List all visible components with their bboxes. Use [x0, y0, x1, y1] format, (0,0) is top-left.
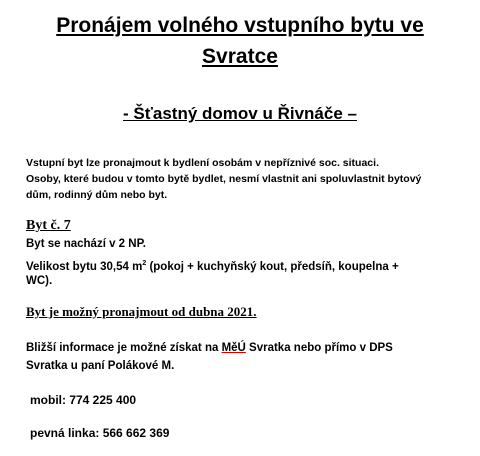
info-line-1	[26, 340, 393, 357]
intro-line-1: Vstupní byt lze pronajmout k bydlení osobám v nepříznivé soc. situaci.	[26, 157, 379, 169]
info-text-b: Svratka nebo přímo v DPS	[245, 342, 393, 354]
mobile-contact: mobil: 774 225 400	[30, 393, 137, 407]
intro-line-2: Osoby, které budou v tomto bytě bydlet, nesmí vlastnit ani spoluvlastnit bytový	[26, 173, 422, 185]
flat-size-line-1	[26, 255, 399, 276]
title-line-1: Pronájem volného vstupního bytu ve	[56, 14, 424, 37]
info-line-2: Svratka u paní Polákové M.	[26, 360, 175, 372]
intro-line-3: dům, rodinný dům nebo byt.	[26, 189, 168, 201]
flat-size-line-2: WC).	[26, 275, 53, 287]
flat-size-prefix: Velikost bytu 30,54 m	[26, 261, 143, 273]
title-line-2: Svratce	[202, 45, 278, 68]
flat-size-superscript: 2	[142, 260, 147, 267]
flat-floor: Byt se nachází v 2 NP.	[26, 238, 146, 250]
flat-heading: Byt č. 7	[26, 218, 71, 233]
municipal-office-abbr: MěÚ	[221, 342, 246, 354]
availability-note: Byt je možný pronajmout od dubna 2021.	[26, 304, 257, 319]
landline-contact: pevná linka: 566 662 369	[30, 426, 170, 440]
subtitle: - Šťastný domov u Řivnáče –	[123, 104, 357, 123]
flat-size-suffix: (pokoj + kuchyňský kout, předsíň, koupelna +	[146, 261, 399, 273]
info-text-a: Bližší informace je možné získat na	[26, 342, 222, 354]
